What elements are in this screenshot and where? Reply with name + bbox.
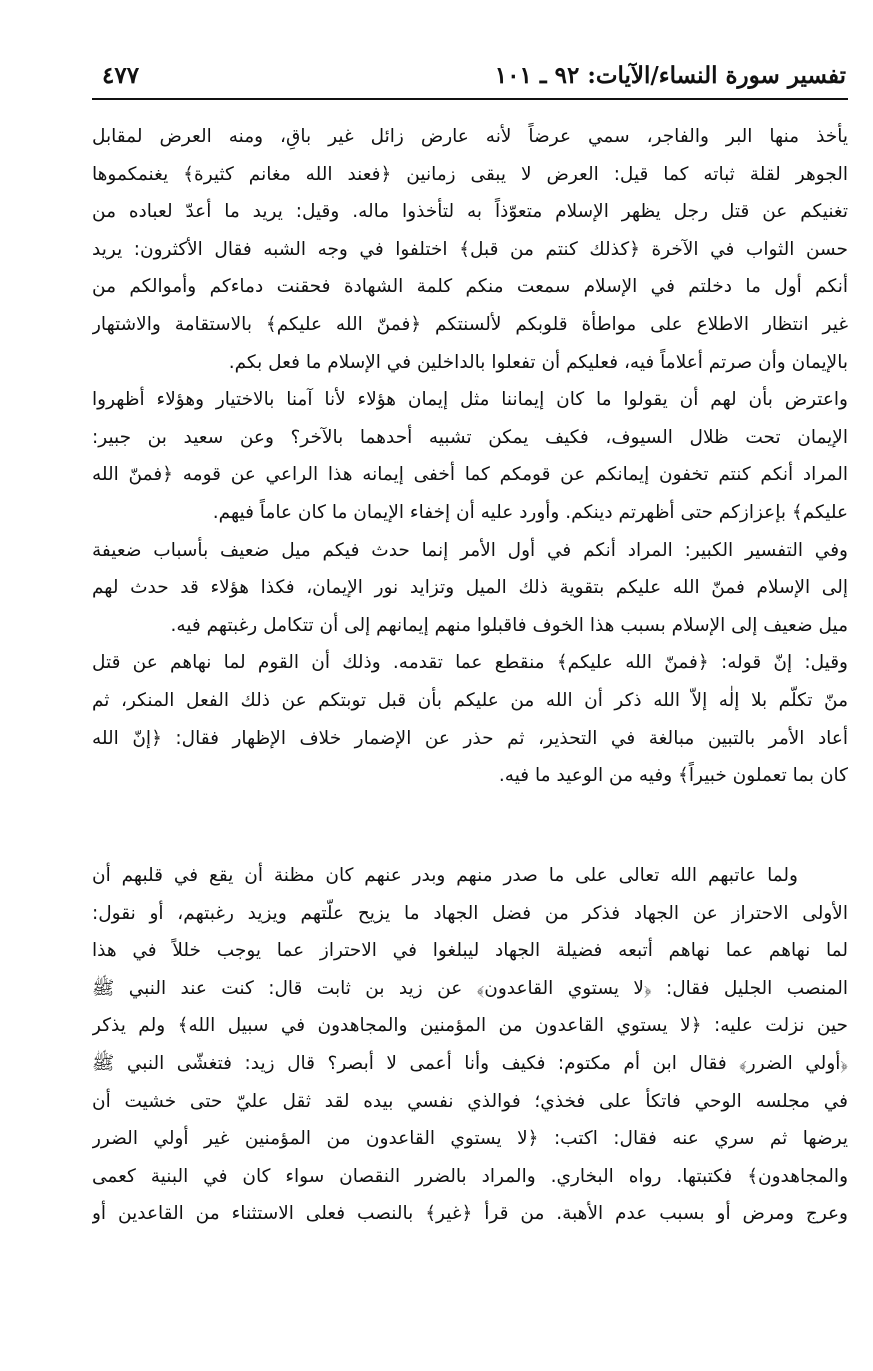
text-line: بالإيمان وأن صرتم أعلاماً فيه، فعليكم أن تفعلوا بالداخلين في الإسلام ما فعل بكم.	[228, 351, 848, 373]
text-line: أعاد الأمر بالتبين مبالغة في التحذير، ثم حذر عن الإضمار خلاف الإظهار فقال: ﴿إنّ الله	[92, 727, 848, 749]
text-line: المنصب الجليل فقال: ﴿لا يستوي القاعدون﴾ عن زيد بن ثابت قال: كنت عند النبي ﷺ	[92, 977, 848, 999]
text-line: واعترض بأن لهم أن يقولوا ما كان إيماننا مثل إيمان هؤلاء لأنا آمنا بالاختيار وهؤلاء أظهروا	[92, 389, 848, 411]
page-number: ٤٧٧	[102, 62, 140, 89]
text-line: المراد أنكم كنتم تخفون إيمانكم عن قومكم كما أخفى إيمانه هذا الراعي عن قومه ﴿فمنّ الله	[92, 464, 848, 486]
text-line: ﴿أولي الضرر﴾ فقال ابن أم مكتوم: فكيف وأنا أعمى لا أبصر؟ قال زيد: فتغشّى النبي ﷺ	[92, 1052, 848, 1074]
text-line: تغنيكم عن قتل رجل يظهر الإسلام متعوّذاً به لتأخذوا ماله. وقيل: يريد ما أعدّ لعباده من	[92, 201, 848, 223]
chapter-title: تفسير سورة النساء/الآيات: ٩٢ ـ ١٠١	[494, 62, 846, 89]
text-line: وقيل: إنّ قوله: ﴿فمنّ الله عليكم﴾ منقطع عما تقدمه. وذلك أن القوم لما نهاهم عن قتل	[92, 652, 848, 674]
text-line: وفي التفسير الكبير: المراد أنكم في أول الأمر إنما حدث فيكم ميل ضعيف بأسباب ضعيفة	[92, 539, 848, 561]
running-header	[92, 58, 848, 100]
text-line: في مجلسه الوحي فاتكأ على فخذي؛ فوالذي نفسي بيده لقد ثقل عليّ حتى خشيت أن	[92, 1090, 848, 1112]
text-line: كان بما تعملون خبيراً﴾ وفيه من الوعيد ما فيه.	[498, 765, 848, 787]
text-line: يرضها ثم سري عنه فقال: اكتب: ﴿لا يستوي القاعدون من المؤمنين غير أولي الضرر	[92, 1128, 848, 1150]
text-line: ميل ضعيف إلى الإسلام بسبب هذا الخوف فاقبلوا منهم إيمانهم إلى أن تتكامل رغبتهم فيه.	[170, 614, 848, 636]
text-line: الإيمان تحت ظلال السيوف، فكيف يمكن تشبيه أحدهما بالآخر؟ وعن سعيد بن جبير:	[92, 426, 848, 448]
text-line: الأولى الاحتراز عن الجهاد فذكر من فضل الجهاد ما يزيح علّتهم ويزيد رغبتهم، أو نقول:	[92, 902, 848, 924]
text-line: حين نزلت عليه: ﴿لا يستوي القاعدون من المؤمنين والمجاهدون في سبيل الله﴾ ولم يذكر	[92, 1015, 848, 1037]
text-line: إلى الإسلام فمنّ الله عليكم بتقوية ذلك الميل وتزايد نور الإيمان، فكذا هؤلاء قد حدث لهم	[92, 577, 848, 599]
text-line: الجوهر لقلة ثباته كما قيل: العرض لا يبقى زمانين ﴿فعند الله مغانم كثيرة﴾ يغنمكموها	[92, 163, 848, 185]
text-line: حسن الثواب في الآخرة ﴿كذلك كنتم من قبل﴾ اختلفوا في وجه الشبه فقال الأكثرون: يريد	[92, 238, 848, 260]
text-line: والمجاهدون﴾ فكتبتها. رواه البخاري. والمراد بالضرر النقصان سواء كان في البنية كعمى	[92, 1165, 848, 1187]
text-line: عليكم﴾ بإعزازكم حتى أظهرتم دينكم. وأورد عليه أن إخفاء الإيمان ما كان عاماً فيهم.	[212, 501, 848, 523]
paragraph-2	[92, 857, 848, 1233]
text-line: منّ تكلّم بلا إلٰه إلاّ الله ذكر أن الله من عليكم بأن قبل توبتكم عن ذلك الفعل المنكر، ثم	[92, 689, 848, 711]
text-line: ولما عاتبهم الله تعالى على ما صدر منهم وبدر عنهم كان مظنة أن يقع في قلبهم أن	[92, 865, 798, 886]
text-line: وعرج ومرض أو بسبب عدم الأهبة. من قرأ ﴿غير﴾ بالنصب فعلى الاستثناء من القاعدين أو	[92, 1203, 848, 1225]
text-line: أنكم أول ما دخلتم في الإسلام سمعت منكم كلمة الشهادة فحقنت دماءكم وأموالكم من	[92, 276, 848, 298]
text-line: غير انتظار الاطلاع على مواطأة قلوبكم لألسنتكم ﴿فمنّ الله عليكم﴾ بالاستقامة والاشتهار	[92, 313, 848, 335]
text-line: لما نهاهم عما نهاهم أتبعه فضيلة الجهاد ليبلغوا في الاحتراز عما يوجب خللاً في هذا	[92, 940, 848, 962]
text-line: يأخذ منها البر والفاجر، سمي عرضاً لأنه عارض زائل غير باقِ، ومنه العرض لمقابل	[92, 126, 848, 147]
paragraph-1	[92, 118, 848, 795]
